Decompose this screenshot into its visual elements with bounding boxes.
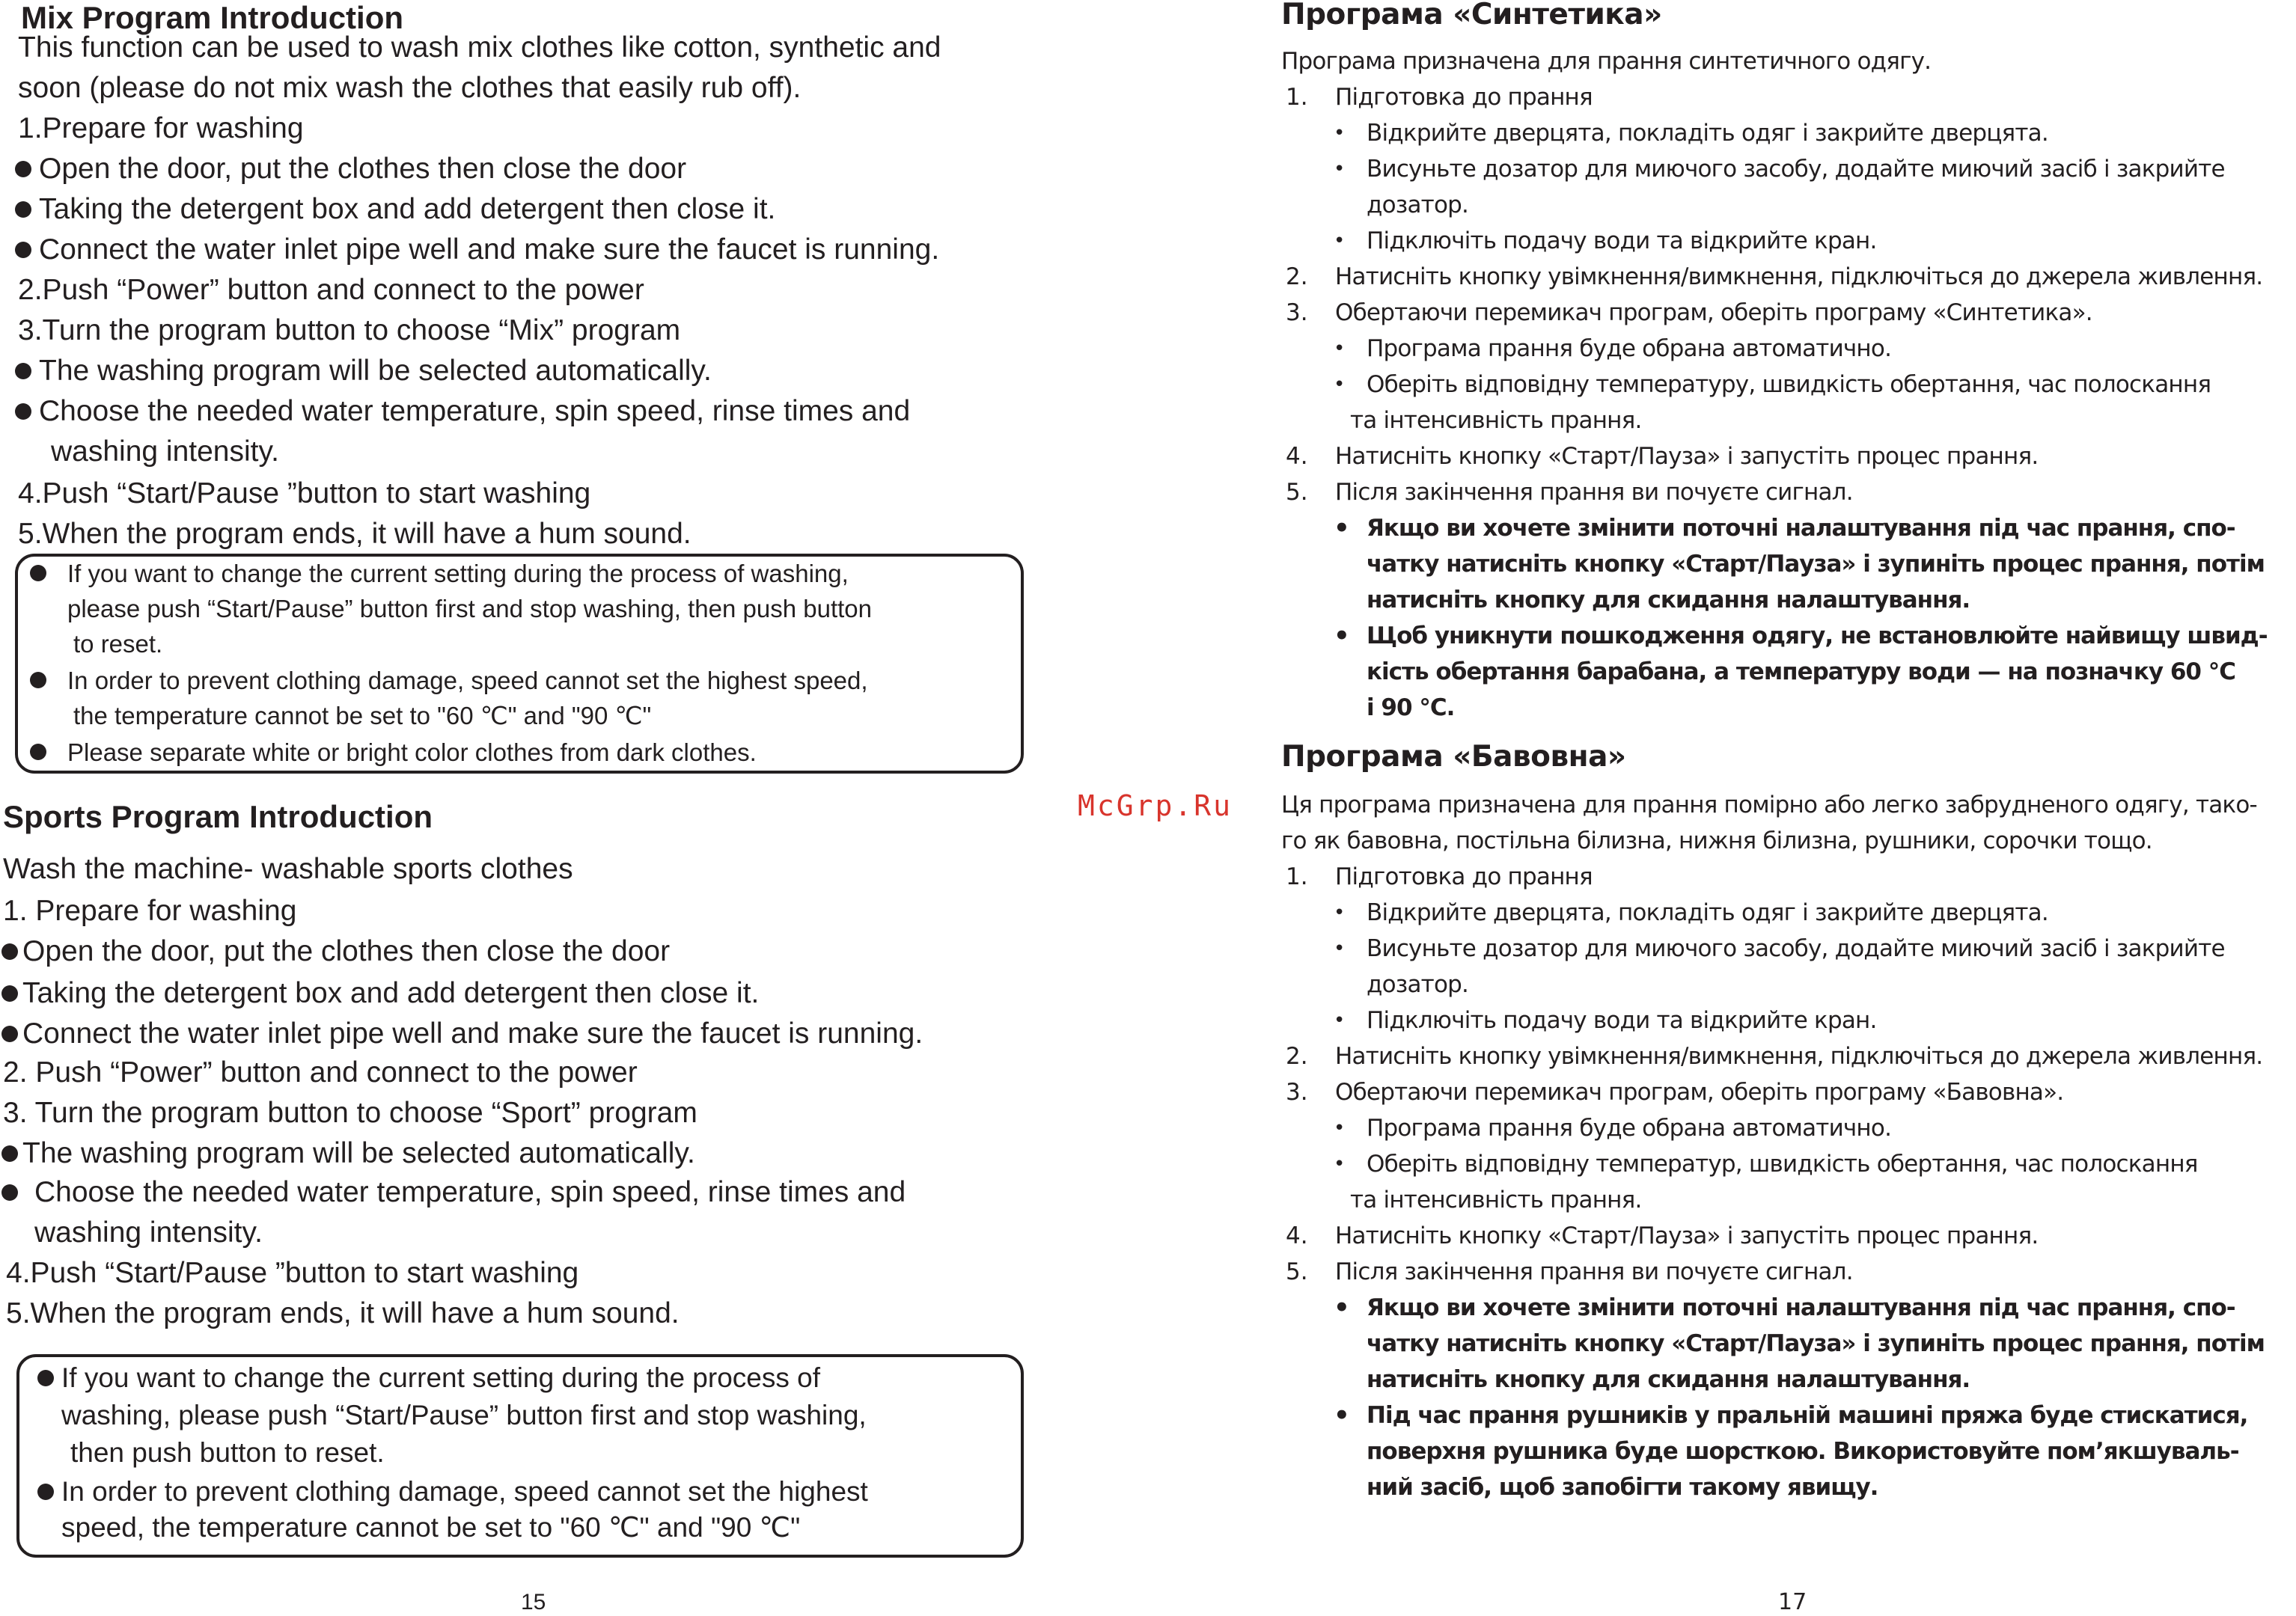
sports-bullet xyxy=(1,932,670,971)
bullet-glyph: • xyxy=(1334,373,1346,396)
mix-note-item xyxy=(30,556,849,591)
sports-bullet xyxy=(1,1134,695,1173)
mix-program-title: Mix Program Introduction xyxy=(21,0,404,35)
sports-note-continuation: then push button to reset. xyxy=(70,1437,385,1468)
synthetics-step: Підготовка до прання xyxy=(1335,84,1593,111)
bullet-dot xyxy=(37,1484,54,1500)
bullet-glyph: • xyxy=(1334,621,1350,651)
synthetics-warning-continuation: чатку натисніть кнопку «Старт/Пауза» і зупиніть процес прання, потім xyxy=(1367,551,2265,578)
bullet-glyph: • xyxy=(1334,937,1346,960)
mix-step: 4.Push “Start/Pause ”button to start washing xyxy=(18,477,591,509)
bullet-glyph: • xyxy=(1334,122,1346,144)
cotton-step: Підготовка до прання xyxy=(1335,863,1593,890)
mix-note-continuation: please push “Start/Pause” button first and stop washing, then push button xyxy=(67,595,873,622)
bullet-dot xyxy=(37,1370,54,1386)
step-number: 3. xyxy=(1286,1079,1308,1106)
bullet-dot xyxy=(1,985,18,1002)
bullet-dot xyxy=(30,565,46,581)
bullet-dot xyxy=(15,242,31,258)
synthetics-bullet: Висуньте дозатор для миючого засобу, додайте миючий засіб і закрийте xyxy=(1367,156,2225,183)
sports-note-item xyxy=(37,1472,868,1511)
mix-bullet-text: Choose the needed water temperature, spin speed, rinse times and xyxy=(39,395,911,427)
step-number: 3. xyxy=(1286,299,1308,326)
sports-program-title: Sports Program Introduction xyxy=(3,799,433,834)
mix-bullet-text: Open the door, put the clothes then close the door xyxy=(39,153,687,185)
synthetics-bullet-continuation: та інтенсивність прання. xyxy=(1350,407,1642,434)
mix-note-continuation: the temperature cannot be set to "60 ℃" and "90 ℃" xyxy=(73,702,652,729)
synthetics-step: Після закінчення прання ви почуєте сигнал. xyxy=(1335,479,1853,506)
sports-bullet-text: Open the door, put the clothes then close the door xyxy=(22,935,671,967)
sports-step: 1. Prepare for washing xyxy=(3,895,297,927)
step-number: 2. xyxy=(1286,263,1308,290)
step-number: 5. xyxy=(1286,479,1308,506)
sports-note-text: In order to prevent clothing damage, speed cannot set the highest xyxy=(61,1476,868,1507)
bullet-glyph: • xyxy=(1334,1117,1346,1139)
sports-bullet-text: The washing program will be selected automatically. xyxy=(22,1137,695,1169)
mix-intro-line: This function can be used to wash mix clothes like cotton, synthetic and xyxy=(18,31,941,64)
bullet-dot xyxy=(30,672,46,688)
synthetics-warning-continuation: натисніть кнопку для скидання налаштування. xyxy=(1367,587,1970,613)
watermark-text: McGrp.Ru xyxy=(1078,789,1233,822)
synthetics-bullet: Відкрийте дверцята, покладіть одяг і закрийте дверцята. xyxy=(1367,120,2048,147)
bullet-dot xyxy=(1,1184,18,1201)
sports-bullet-text: Choose the needed water temperature, spin speed, rinse times and xyxy=(34,1176,906,1208)
mix-bullet-text: Connect the water inlet pipe well and make sure the faucet is running. xyxy=(39,233,940,266)
cotton-bullet-continuation: та інтенсивність прання. xyxy=(1350,1187,1642,1213)
mix-note-item xyxy=(30,663,868,698)
synthetics-step: Натисніть кнопку «Старт/Пауза» і запустіть процес прання. xyxy=(1335,443,2039,470)
synthetics-step: Натисніть кнопку увімкнення/вимкнення, підключіться до джерела живлення. xyxy=(1335,263,2263,290)
step-number: 1. xyxy=(1286,84,1308,111)
synthetics-bullet-continuation: дозатор. xyxy=(1367,192,1469,218)
step-number: 1. xyxy=(1286,863,1308,890)
cotton-intro-line: го як бавовна, постільна білизна, нижня білизна, рушники, сорочки тощо. xyxy=(1281,827,2152,854)
sports-step: 2. Push “Power” button and connect to the power xyxy=(3,1056,638,1089)
bullet-dot xyxy=(15,403,31,420)
mix-bullet-text: The washing program will be selected automatically. xyxy=(39,355,712,387)
mix-note-text: If you want to change the current setting during the process of washing, xyxy=(67,560,849,587)
cotton-title: Програма «Бавовна» xyxy=(1281,740,1626,774)
sports-bullet-text: Connect the water inlet pipe well and make sure the faucet is running. xyxy=(22,1017,923,1050)
cotton-warning-continuation: ний засіб, щоб запобігти такому явищу. xyxy=(1367,1474,1878,1501)
synthetics-warning-continuation: кість обертання барабана, а температуру води — на позначку 60 °С xyxy=(1367,658,2236,685)
cotton-warning-continuation: натисніть кнопку для скидання налаштування. xyxy=(1367,1366,1970,1393)
mix-note-text: Please separate white or bright color clothes from dark clothes. xyxy=(67,738,757,766)
sports-bullet xyxy=(1,1173,906,1212)
sports-bullet-text: Taking the detergent box and add detergent then close it. xyxy=(22,977,760,1009)
page-number-left: 15 xyxy=(521,1590,546,1615)
sports-note-item xyxy=(37,1359,820,1397)
bullet-glyph: • xyxy=(1334,1293,1350,1323)
bullet-glyph: • xyxy=(1334,158,1346,180)
sports-bullet xyxy=(1,974,759,1013)
sports-bullet xyxy=(1,1014,923,1053)
mix-step: 1.Prepare for washing xyxy=(18,112,304,144)
bullet-dot xyxy=(15,363,31,379)
mix-bullet xyxy=(15,392,910,431)
sports-note-continuation: speed, the temperature cannot be set to "60 ℃" and "90 ℃" xyxy=(61,1512,801,1543)
mix-note-continuation: to reset. xyxy=(73,630,163,658)
cotton-step: Натисніть кнопку «Старт/Пауза» і запустіть процес прання. xyxy=(1335,1222,2039,1249)
bullet-glyph: • xyxy=(1334,1153,1346,1175)
mix-bullet-text: Taking the detergent box and add detergent then close it. xyxy=(39,193,776,225)
bullet-glyph: • xyxy=(1334,1401,1350,1430)
cotton-bullet: Відкрийте дверцята, покладіть одяг і закрийте дверцята. xyxy=(1367,899,2048,926)
mix-bullet xyxy=(15,352,712,391)
bullet-glyph: • xyxy=(1334,902,1346,924)
bullet-dot xyxy=(15,201,31,218)
synthetics-step: Обертаючи перемикач програм, оберіть програму «Синтетика». xyxy=(1335,299,2092,326)
cotton-warning-continuation: чатку натисніть кнопку «Старт/Пауза» і зупиніть процес прання, потім xyxy=(1367,1330,2265,1357)
cotton-warning-continuation: поверхня рушника буде шорсткою. Використовуйте пом’якшуваль- xyxy=(1367,1438,2239,1465)
sports-step: 5.When the program ends, it will have a hum sound. xyxy=(6,1297,680,1329)
synthetics-bullet: Програма прання буде обрана автоматично. xyxy=(1367,335,1892,362)
cotton-bullet: Висуньте дозатор для миючого засобу, додайте миючий засіб і закрийте xyxy=(1367,935,2225,962)
mix-bullet-continuation: washing intensity. xyxy=(51,435,279,468)
mix-step: 2.Push “Power” button and connect to the power xyxy=(18,274,644,306)
cotton-bullet: Програма прання буде обрана автоматично. xyxy=(1367,1115,1892,1142)
bullet-glyph: • xyxy=(1334,513,1350,543)
bullet-dot xyxy=(30,744,46,760)
sports-step: 3. Turn the program button to choose “Sport” program xyxy=(3,1097,697,1129)
sports-bullet-continuation: washing intensity. xyxy=(34,1216,263,1249)
synthetics-title: Програма «Синтетика» xyxy=(1281,0,1662,31)
synthetics-intro: Програма призначена для прання синтетичного одягу. xyxy=(1281,48,1932,75)
step-number: 5. xyxy=(1286,1258,1308,1285)
synthetics-warning-continuation: і 90 °С. xyxy=(1367,694,1455,721)
mix-step: 3.Turn the program button to choose “Mix” program xyxy=(18,314,681,346)
mix-note-item xyxy=(30,735,757,770)
cotton-bullet-continuation: дозатор. xyxy=(1367,971,1469,998)
bullet-glyph: • xyxy=(1334,230,1346,252)
synthetics-bullet: Оберіть відповідну температуру, швидкість обертання, час полоскання xyxy=(1367,371,2211,398)
step-number: 4. xyxy=(1286,1222,1308,1249)
cotton-bullet: Підключіть подачу води та відкрийте кран. xyxy=(1367,1007,1877,1034)
mix-intro-line: soon (please do not mix wash the clothes that easily rub off). xyxy=(18,72,802,104)
mix-bullet xyxy=(15,230,939,269)
mix-bullet xyxy=(15,150,686,189)
mix-note-text: In order to prevent clothing damage, speed cannot set the highest speed, xyxy=(67,667,868,694)
sports-intro: Wash the machine- washable sports clothes xyxy=(3,853,573,885)
mix-bullet xyxy=(15,190,775,229)
cotton-intro-line: Ця програма призначена для прання помірно або легко забрудненого одягу, тако- xyxy=(1281,792,2257,818)
mix-step: 5.When the program ends, it will have a hum sound. xyxy=(18,518,691,550)
cotton-step: Обертаючи перемикач програм, оберіть програму «Бавовна». xyxy=(1335,1079,2064,1106)
synthetics-warning: Щоб уникнути пошкодження одягу, не встановлюйте найвищу швид- xyxy=(1367,622,2268,649)
cotton-warning: Під час прання рушників у пральній машині пряжа буде стискатися, xyxy=(1367,1402,2248,1429)
sports-note-text: If you want to change the current setting during the process of xyxy=(61,1362,820,1393)
page-number-right: 17 xyxy=(1778,1589,1807,1615)
cotton-step: Після закінчення прання ви почуєте сигнал. xyxy=(1335,1258,1853,1285)
cotton-bullet: Оберіть відповідну температур, швидкість обертання, час полоскання xyxy=(1367,1151,2198,1178)
bullet-glyph: • xyxy=(1334,337,1346,360)
bullet-dot xyxy=(15,161,31,177)
synthetics-warning: Якщо ви хочете змінити поточні налаштування під час прання, спо- xyxy=(1367,515,2235,542)
bullet-dot xyxy=(1,943,18,960)
synthetics-bullet: Підключіть подачу води та відкрийте кран. xyxy=(1367,227,1877,254)
bullet-glyph: • xyxy=(1334,1009,1346,1032)
sports-step: 4.Push “Start/Pause ”button to start washing xyxy=(6,1257,579,1289)
right-page xyxy=(1272,0,2296,1615)
cotton-step: Натисніть кнопку увімкнення/вимкнення, підключіться до джерела живлення. xyxy=(1335,1043,2263,1070)
sports-note-continuation: washing, please push “Start/Pause” button first and stop washing, xyxy=(61,1400,867,1430)
left-page xyxy=(0,0,1055,1615)
bullet-dot xyxy=(1,1026,18,1042)
bullet-dot xyxy=(1,1145,18,1162)
cotton-warning: Якщо ви хочете змінити поточні налаштування під час прання, спо- xyxy=(1367,1294,2235,1321)
step-number: 4. xyxy=(1286,443,1308,470)
step-number: 2. xyxy=(1286,1043,1308,1070)
